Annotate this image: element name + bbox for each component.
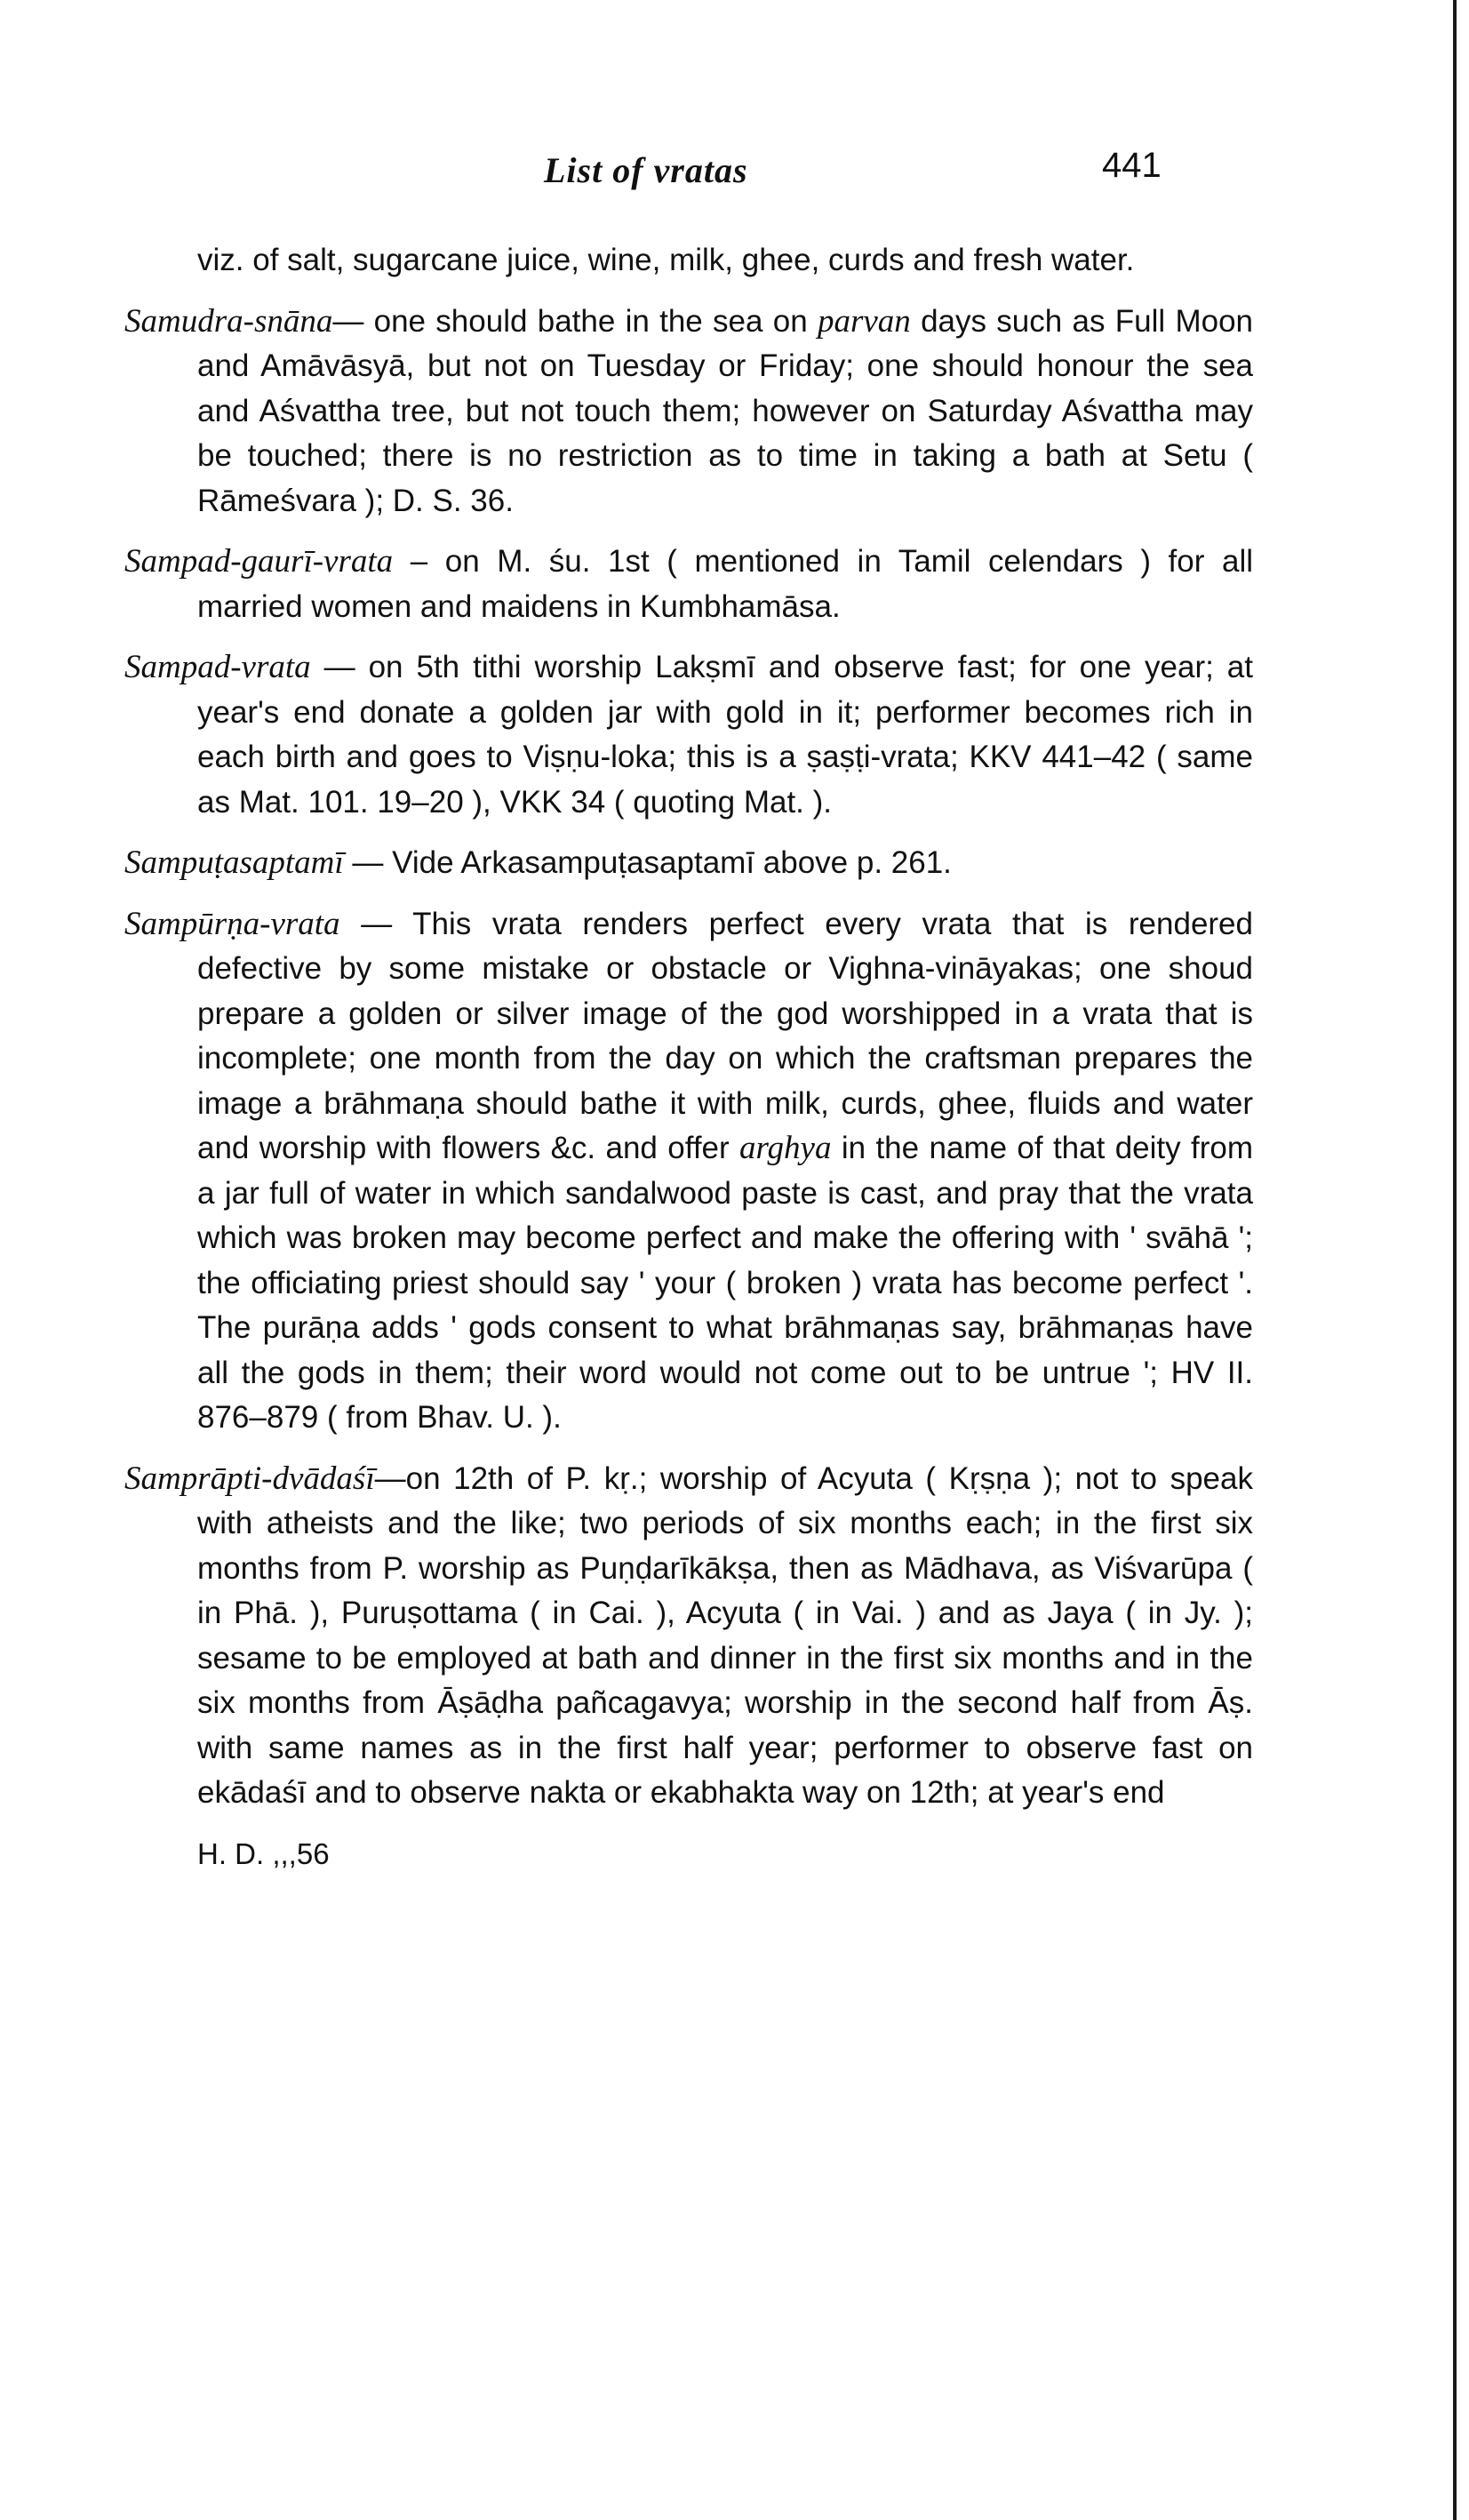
entry-headword: Samprāpti-dvādaśī <box>124 1460 375 1497</box>
page-body <box>124 238 1253 1876</box>
page-header <box>0 146 1469 203</box>
entry-headword: Sampūrṇa-vrata <box>124 905 340 942</box>
entry-text: — one should bathe in the sea on <box>332 303 818 339</box>
entry-text: — on 5th tithi worship Lakṣmī and observe fast; for one year; at year's end donate a golden jar with gold in it; performer becomes rich in each birth and goes to Viṣṇu-loka; this is a ṣaṣṭi-vrata; KKV 441–42 ( same as Mat. 101. 19–20 ), VKK 34 ( quoting Mat. ). <box>197 650 1253 820</box>
page-number: 441 <box>1102 146 1162 185</box>
entry-text: — This vrata renders perfect every vrata that is rendered defective by some mistake or obstacle or Vighna-vināyakas; one shoud prepare a golden or silver image of the god worshipped in a vrata that is incomplete; one month from the day on which the craftsman prepares the image a brāhmaṇa should bathe it with milk, curds, ghee, fluids and water and worship with flowers &c. and offer <box>197 906 1253 1165</box>
entry-headword: Sampad-gaurī-vrata <box>124 543 394 580</box>
entry-headword: Sampad-vrata <box>124 649 311 685</box>
continuation-paragraph: viz. of salt, sugarcane juice, wine, milk, ghee, curds and fresh water. <box>197 243 1135 277</box>
entry-emphasis: arghya <box>739 1130 832 1166</box>
entry-sampurna-vrata <box>124 902 1253 1441</box>
entry-headword: Samudra-snāna <box>124 302 333 340</box>
entry-samprapti-dvadasi <box>124 1457 1253 1816</box>
entry-headword: Sampuṭasaptamī <box>124 844 344 881</box>
signature-mark: H. D. ,,,56 <box>197 1836 330 1870</box>
entry-text: — Vide Arkasampuṭasaptamī above p. 261. <box>343 845 952 880</box>
entry-emphasis: parvan <box>817 302 911 340</box>
entry-sampad-gauri-vrata <box>124 540 1253 629</box>
entry-text: in the name of that deity from a jar full of water in which sandalwood paste is cast, and pray that the vrata which was broken may become perfect and make the offering with ' svāhā '; the officiating priest should say ' your ( broken ) vrata has become perfect '. The purāṇa adds ' gods consent to what brāhmaṇas say, brāhmaṇas have all the gods in them; their word would not come out to be untrue '; HV II. 876–879 ( from Bhav. U. ). <box>197 1131 1253 1435</box>
entry-text: days such as Full Moon and Amāvāsyā, but not on Tuesday or Friday; one should honour the sea and Aśvattha tree, but not touch them; however on Saturday Aśvattha may be touched; there is no restriction as to time in taking a bath at Setu ( Rāmeśvara ); D. S. 36. <box>197 303 1253 518</box>
entry-sampad-vrata <box>124 645 1253 825</box>
entry-samputasaptami <box>124 841 1253 886</box>
entry-text: —on 12th of P. kṛ.; worship of Acyuta ( Kṛṣṇa ); not to speak with atheists and the like; two periods of six months each; in the first six months from P. worship as Puṇḍarīkākṣa, then as Mādhava, as Viśvarūpa ( in Phā. ), Puruṣottama ( in Cai. ), Acyuta ( in Vai. ) and as Jaya ( in Jy. ); sesame to be employed at bath and dinner in the first six months and in the six months from Āṣāḍha pañcagavya; worship in the second half from Āṣ. with same names as in the first half year; performer to observe fast on ekādaśī and to observe nakta or ekabhakta way on 12th; at year's end <box>197 1460 1253 1810</box>
entry-text: – on M. śu. 1st ( mentioned in Tamil celendars ) for all married women and maidens in Kumbhamāsa. <box>197 544 1253 624</box>
entry-samudra-snana <box>124 300 1253 524</box>
page-edge-border <box>1453 0 1457 2520</box>
running-title: List of vratas <box>544 150 748 190</box>
